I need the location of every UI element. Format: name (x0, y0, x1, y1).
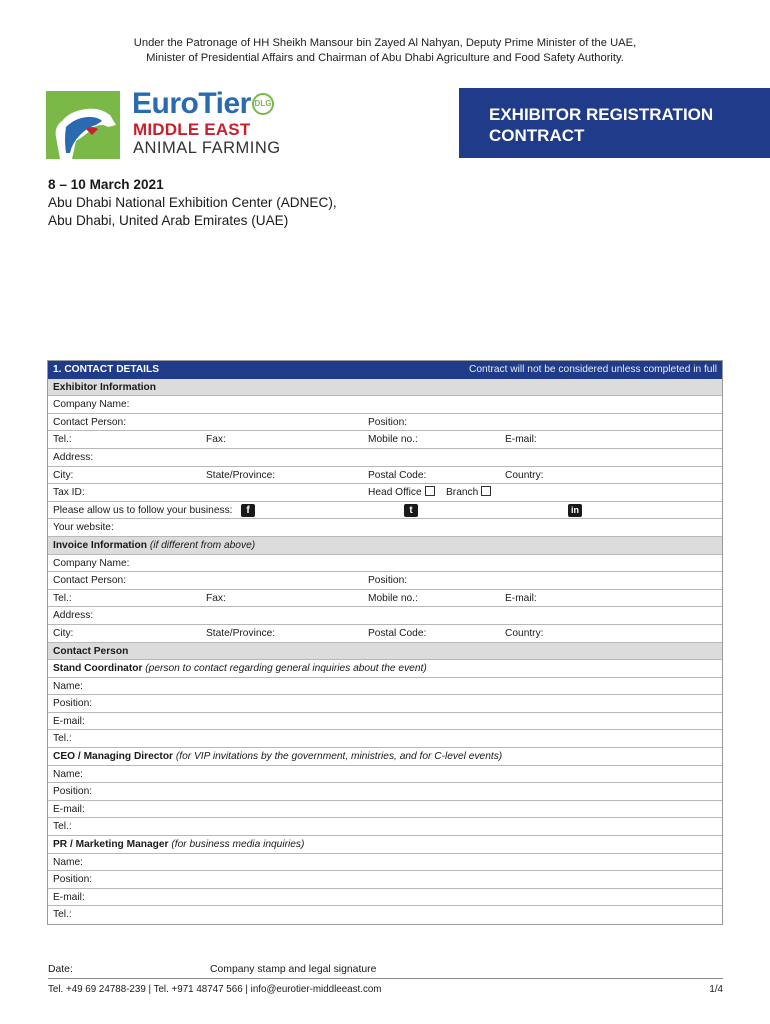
ceo-tel-field[interactable] (48, 818, 722, 836)
city-label: City: (53, 469, 74, 481)
contact-person-label: Contact Person: (53, 416, 127, 428)
branch-option[interactable] (446, 484, 491, 501)
head-office-label: Head Office (368, 487, 422, 499)
contact-details-form (47, 360, 723, 925)
mobile-label: Mobile no.: (368, 434, 418, 446)
dlg-badge: DLG (252, 93, 274, 115)
invoice-contact-row[interactable] (48, 572, 722, 590)
city-row[interactable] (48, 467, 722, 485)
ceo-tel-label: Tel.: (53, 821, 72, 833)
stand-tel-field[interactable] (48, 730, 722, 748)
twitter-icon[interactable]: t (404, 504, 418, 517)
logo-eurotier-text (132, 87, 251, 121)
invoice-position-label: Position: (368, 575, 408, 587)
ceo-email-label: E-mail: (53, 803, 85, 815)
invoice-address-label: Address: (53, 610, 94, 622)
invoice-postal-label: Postal Code: (368, 627, 427, 639)
pr-position-label: Position: (53, 874, 93, 886)
tax-row[interactable] (48, 484, 722, 502)
head-office-option[interactable] (368, 484, 435, 501)
logo-animal-farming: ANIMAL FARMING (133, 139, 281, 157)
exhibitor-info-label: Exhibitor Information (53, 381, 157, 393)
pr-header (48, 836, 722, 854)
invoice-email-label: E-mail: (505, 592, 537, 604)
stand-email-field[interactable] (48, 713, 722, 731)
phone-row[interactable] (48, 431, 722, 449)
pr-position-field[interactable] (48, 871, 722, 889)
stand-position-label: Position: (53, 698, 93, 710)
stand-position-field[interactable] (48, 695, 722, 713)
invoice-state-label: State/Province: (206, 627, 276, 639)
contact-person-header-label: Contact Person (53, 645, 129, 657)
contact-person-header (48, 643, 722, 661)
ceo-position-field[interactable] (48, 783, 722, 801)
patronage-line-1: Under the Patronage of HH Sheikh Mansour bin Zayed Al Nahyan, Deputy Prime Minister of the UAE, (133, 37, 637, 49)
invoice-info-note: (if different from above) (149, 539, 256, 551)
patronage-line-2: Minister of Presidential Affairs and Chairman of Abu Dhabi Agriculture and Food Safety Authority. (146, 52, 624, 64)
event-date: 8 – 10 March 2021 (48, 177, 164, 192)
banner-line-1: EXHIBITOR REGISTRATION (489, 105, 714, 124)
ceo-note: (for VIP invitations by the government, ministries, and for C-level events) (175, 751, 503, 763)
stand-coordinator-note: (person to contact regarding general inquiries about the event) (145, 663, 427, 675)
social-row (48, 502, 722, 520)
postal-label: Postal Code: (368, 469, 427, 481)
pr-email-label: E-mail: (53, 891, 85, 903)
pr-tel-field[interactable] (48, 906, 722, 924)
linkedin-icon[interactable]: in (568, 504, 582, 517)
stand-coordinator-header (48, 660, 722, 678)
stand-name-label: Name: (53, 680, 84, 692)
position-label: Position: (368, 416, 408, 428)
logo-middle-east: MIDDLE EAST (133, 120, 251, 139)
invoice-city-label: City: (53, 627, 74, 639)
country-label: Country: (505, 469, 544, 481)
contract-title-banner (459, 88, 770, 158)
fax-label: Fax: (206, 434, 226, 446)
exhibitor-info-header (48, 379, 722, 397)
section-header (48, 361, 722, 379)
ceo-name-label: Name: (53, 768, 84, 780)
invoice-fax-label: Fax: (206, 592, 226, 604)
section-note: Contract will not be considered unless completed in full (468, 364, 717, 375)
pr-name-label: Name: (53, 856, 84, 868)
event-venue: Abu Dhabi National Exhibition Center (ADNEC), (48, 195, 337, 210)
website-label: Your website: (53, 522, 114, 534)
footer-divider (48, 978, 723, 979)
invoice-mobile-label: Mobile no.: (368, 592, 418, 604)
tax-id-label: Tax ID: (53, 487, 85, 499)
pr-note: (for business media inquiries) (171, 839, 305, 851)
signature-stamp-label: Company stamp and legal signature (210, 964, 377, 975)
invoice-address-field[interactable] (48, 607, 722, 625)
ceo-header (48, 748, 722, 766)
invoice-info-label: Invoice Information (53, 539, 147, 551)
pr-label: PR / Marketing Manager (53, 839, 169, 851)
website-field[interactable] (48, 519, 722, 537)
invoice-contact-label: Contact Person: (53, 575, 127, 587)
address-field[interactable] (48, 449, 722, 467)
invoice-city-row[interactable] (48, 625, 722, 643)
facebook-icon[interactable]: f (241, 504, 255, 517)
ceo-label: CEO / Managing Director (53, 751, 174, 763)
pr-tel-label: Tel.: (53, 909, 72, 921)
invoice-company-name-field[interactable] (48, 555, 722, 573)
state-label: State/Province: (206, 469, 276, 481)
tel-label: Tel.: (53, 434, 72, 446)
event-location: Abu Dhabi, United Arab Emirates (UAE) (48, 213, 289, 228)
branch-label: Branch (446, 487, 479, 499)
banner-line-2: CONTRACT (489, 126, 585, 145)
ceo-email-field[interactable] (48, 801, 722, 819)
address-label: Address: (53, 451, 94, 463)
invoice-phone-row[interactable] (48, 590, 722, 608)
ceo-position-label: Position: (53, 786, 93, 798)
logo-euro: Euro (132, 87, 199, 120)
pr-name-field[interactable] (48, 854, 722, 872)
follow-label: Please allow us to follow your business: (53, 504, 233, 516)
invoice-info-header (48, 537, 722, 555)
pr-email-field[interactable] (48, 889, 722, 907)
invoice-tel-label: Tel.: (53, 592, 72, 604)
signature-date-label: Date: (48, 964, 73, 975)
branch-checkbox[interactable] (481, 486, 491, 496)
page-number: 1/4 (709, 984, 723, 995)
patronage-text (0, 36, 770, 66)
company-name-label: Company Name: (53, 399, 130, 411)
cow-logo-icon (46, 91, 120, 159)
event-info (48, 176, 337, 230)
stand-name-field[interactable] (48, 678, 722, 696)
company-name-field[interactable] (48, 396, 722, 414)
stand-email-label: E-mail: (53, 715, 85, 727)
section-title: 1. CONTACT DETAILS (53, 364, 160, 375)
email-label: E-mail: (505, 434, 537, 446)
invoice-company-name-label: Company Name: (53, 557, 130, 569)
ceo-name-field[interactable] (48, 766, 722, 784)
footer-contact: Tel. +49 69 24788-239 | Tel. +971 48747 566 | info@eurotier-middleeast.com (48, 984, 382, 995)
stand-tel-label: Tel.: (53, 733, 72, 745)
stand-coordinator-label: Stand Coordinator (53, 663, 143, 675)
eurotier-logo (46, 89, 296, 161)
head-office-checkbox[interactable] (425, 486, 435, 496)
invoice-country-label: Country: (505, 627, 544, 639)
logo-tier: Tier (198, 87, 251, 120)
contact-person-row[interactable] (48, 414, 722, 432)
